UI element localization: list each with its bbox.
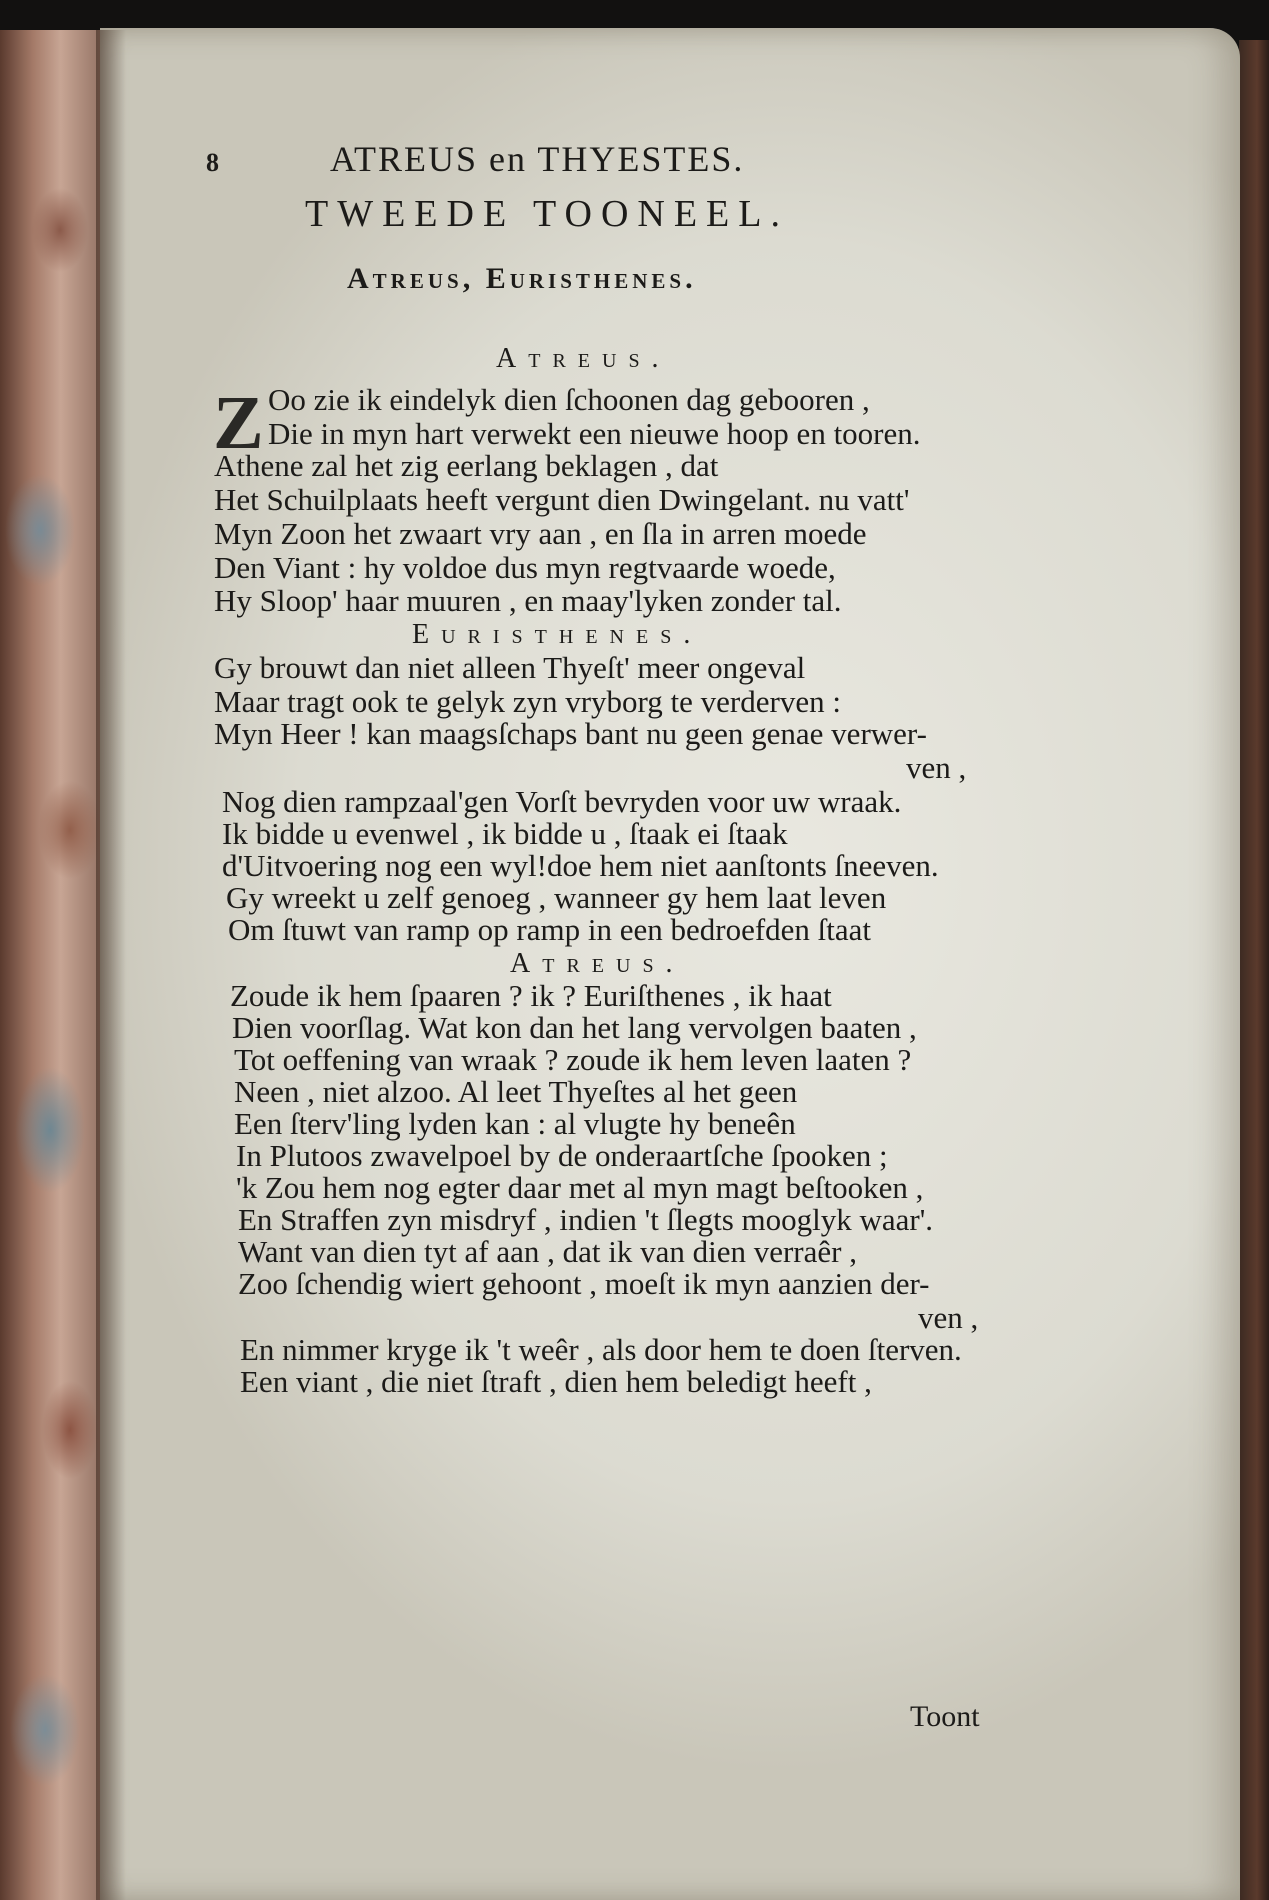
verse-line: d'Uitvoering nog een wyl!doe hem niet aanſtonts ſneeven. bbox=[222, 848, 939, 883]
verse-line: Myn Zoon het zwaart vry aan , en ſla in arren moede bbox=[214, 516, 867, 551]
verse-line: 'k Zou hem nog egter daar met al myn magt beſtooken , bbox=[236, 1170, 924, 1205]
verse-line: Om ſtuwt van ramp op ramp in een bedroefden ſtaat bbox=[228, 912, 872, 947]
verse-line: Den Viant : hy voldoe dus myn regtvaarde woede, bbox=[214, 550, 836, 585]
verse-line: Hy Sloop' haar muuren , en maay'lyken zonder tal. bbox=[214, 583, 842, 618]
verse-line: Zoo ſchendig wiert gehoont , moeſt ik myn aanzien der- bbox=[238, 1266, 930, 1301]
scene-title: TWEEDE TOONEEL. bbox=[305, 193, 789, 235]
verse-line: Die in myn hart verwekt een nieuwe hoop en tooren. bbox=[268, 416, 921, 451]
verse-line: In Plutoos zwavelpoel by de onderaartſche ſpooken ; bbox=[236, 1138, 888, 1173]
verse-line: Want van dien tyt af aan , dat ik van dien verraêr , bbox=[238, 1234, 857, 1269]
page-number: 8 bbox=[206, 148, 219, 177]
verse-line: Maar tragt ook te gelyk zyn vryborg te verderven : bbox=[214, 684, 841, 719]
verse-line: Athene zal het zig eerlang beklagen , dat bbox=[214, 448, 719, 483]
verse-line: Zoude ik hem ſpaaren ? ik ? Euriſthenes , ik haat bbox=[230, 978, 832, 1013]
verse-line-turnover: ven , bbox=[918, 1300, 979, 1335]
scene-characters: Atreus, Euristhenes. bbox=[347, 262, 697, 295]
verse-line: Tot oeffening van wraak ? zoude ik hem leven laaten ? bbox=[234, 1042, 912, 1077]
speaker-heading: Euristhenes. bbox=[412, 619, 703, 650]
verse-line: Gy brouwt dan niet alleen Thyeſt' meer ongeval bbox=[214, 650, 806, 685]
verse-line: Oo zie ik eindelyk dien ſchoonen dag gebooren , bbox=[268, 382, 870, 417]
verse-line: Myn Heer ! kan maagsſchaps bant nu geen genae verwer- bbox=[214, 716, 927, 751]
drop-cap: Z bbox=[213, 381, 264, 465]
verse-line: Een viant , die niet ſtraft , dien hem beledigt heeft , bbox=[240, 1364, 872, 1399]
verse-line: Gy wreekt u zelf genoeg , wanneer gy hem laat leven bbox=[226, 880, 887, 915]
verse-line: Een ſterv'ling lyden kan : al vlugte hy beneên bbox=[234, 1106, 796, 1141]
verse-line: Het Schuilplaats heeft vergunt dien Dwingelant. nu vatt' bbox=[214, 482, 910, 517]
verse-line: En nimmer kryge ik 't weêr , als door hem te doen ſterven. bbox=[240, 1332, 962, 1367]
verse-line: Dien voorſlag. Wat kon dan het lang vervolgen baaten , bbox=[232, 1010, 917, 1045]
verse-line: Nog dien rampzaal'gen Vorſt bevryden voor uw wraak. bbox=[222, 784, 902, 819]
verse-line: En Straffen zyn misdryf , indien 't ſlegts mooglyk waar'. bbox=[238, 1202, 934, 1237]
verse-line: Neen , niet alzoo. Al leet Thyeſtes al het geen bbox=[234, 1074, 798, 1109]
verse-line: Ik bidde u evenwel , ik bidde u , ſtaak ei ſtaak bbox=[222, 816, 788, 851]
speaker-heading: Atreus. bbox=[496, 343, 671, 374]
speaker-heading: Atreus. bbox=[510, 948, 685, 979]
running-head: ATREUS en THYESTES. bbox=[330, 139, 745, 179]
catchword: Toont bbox=[910, 1700, 980, 1733]
verse-line-turnover: ven , bbox=[906, 750, 967, 785]
